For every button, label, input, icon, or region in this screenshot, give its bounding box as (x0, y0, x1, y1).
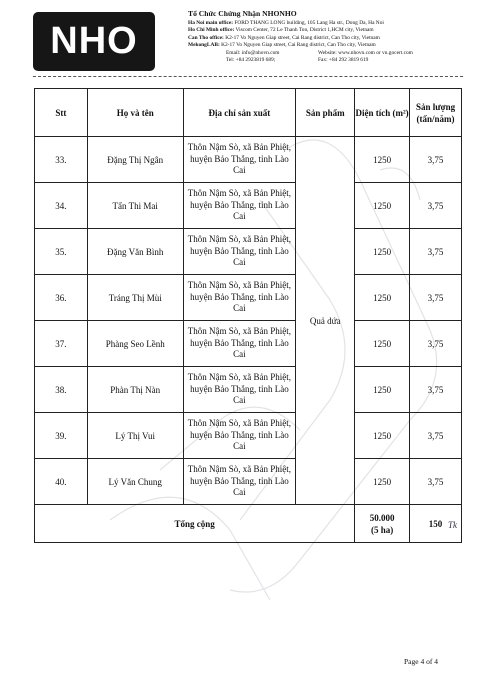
header-name: Họ và tên (87, 89, 183, 137)
total-row (35, 505, 462, 543)
total-label: Tổng cộng (35, 505, 355, 543)
office-address: K2-17 Vo Nguyen Giap street, Cai Rang district, Can Tho city, Vietnam (223, 34, 380, 41)
cell-yield: 3,75 (410, 229, 462, 275)
cell-stt: 38. (35, 367, 88, 413)
header-divider (33, 76, 463, 77)
table-row (35, 321, 462, 367)
cell-area: 1250 (355, 183, 410, 229)
cell-yield: 3,75 (410, 275, 462, 321)
org-name: Tổ Chức Chứng Nhận NHONHO (188, 9, 297, 18)
cell-name: Phàn Thị Nàn (87, 367, 183, 413)
header-yield: Sản lượng (tấn/năm) (410, 89, 462, 137)
table-row (35, 137, 462, 183)
cell-yield: 3,75 (410, 459, 462, 505)
cell-yield: 3,75 (410, 321, 462, 367)
cell-name: Đặng Thị Ngân (87, 137, 183, 183)
nho-logo (33, 12, 155, 71)
cell-yield: 3,75 (410, 183, 462, 229)
cell-stt: 35. (35, 229, 88, 275)
office-line (188, 35, 473, 42)
total-area-value: 50.000 (369, 512, 395, 523)
office-address: K2-17 Vo Nguyen Giap street, Cai Rang district, Can Tho city, Vietnam (219, 42, 376, 49)
contact-line (188, 50, 473, 57)
table-row (35, 229, 462, 275)
org-header (188, 9, 473, 64)
tel-text: Tel: +84 2923819 689; (226, 57, 276, 64)
fax-text: Fax: +84 292 3819 619 (318, 57, 369, 64)
cell-area: 1250 (355, 275, 410, 321)
header-stt: Stt (35, 89, 88, 137)
cell-yield: 3,75 (410, 413, 462, 459)
cell-address: Thôn Nậm Sò, xã Bản Phiệt, huyện Bảo Thắng, tỉnh Lào Cai (183, 413, 296, 459)
total-yield: 150 (410, 505, 462, 543)
table-row (35, 367, 462, 413)
page-number: Page 4 of 4 (404, 657, 438, 666)
cell-stt: 39. (35, 413, 88, 459)
cell-address: Thôn Nậm Sò, xã Bản Phiệt, huyện Bảo Thắng, tỉnh Lào Cai (183, 459, 296, 505)
cell-name: Tráng Thị Mùi (87, 275, 183, 321)
contact-line (188, 57, 473, 64)
cell-area: 1250 (355, 413, 410, 459)
cell-name: Lý Văn Chung (87, 459, 183, 505)
total-area-ha: (5 ha) (370, 524, 394, 535)
table-row (35, 413, 462, 459)
cell-stt: 40. (35, 459, 88, 505)
office-label: Can Tho office: (188, 34, 224, 41)
cell-address: Thôn Nậm Sò, xã Bản Phiệt, huyện Bảo Thắng, tỉnh Lào Cai (183, 183, 296, 229)
office-address: Viscom Center, 72 Le Thanh Ton, District 1,HCM city, Vietnam (234, 27, 374, 34)
cell-area: 1250 (355, 367, 410, 413)
table-row (35, 275, 462, 321)
cell-yield: 3,75 (410, 137, 462, 183)
cell-address: Thôn Nậm Sò, xã Bản Phiệt, huyện Bảo Thắng, tỉnh Lào Cai (183, 367, 296, 413)
cell-stt: 33. (35, 137, 88, 183)
cell-area: 1250 (355, 459, 410, 505)
cell-product: Quả dứa (296, 137, 355, 505)
header-area: Diện tích (m²) (355, 89, 410, 137)
producer-table (34, 88, 462, 543)
header-address: Địa chỉ sản xuất (183, 89, 296, 137)
cell-name: Đặng Văn Bình (87, 229, 183, 275)
cell-stt: 36. (35, 275, 88, 321)
cell-address: Thôn Nậm Sò, xã Bản Phiệt, huyện Bảo Thắng, tỉnh Lào Cai (183, 229, 296, 275)
header-product: Sản phẩm (296, 89, 355, 137)
email-link[interactable]: Email: info@nhovn.com (226, 49, 280, 56)
cell-address: Thôn Nậm Sò, xã Bản Phiệt, huyện Bảo Thắng, tỉnh Lào Cai (183, 137, 296, 183)
signature-initial: Tk (448, 520, 457, 530)
cell-area: 1250 (355, 321, 410, 367)
office-label: MekongLAB: (188, 42, 220, 49)
office-label: Ho Chi Minh office: (188, 27, 235, 34)
office-line (188, 27, 473, 34)
cell-name: Phàng Seo Lềnh (87, 321, 183, 367)
cell-stt: 34. (35, 183, 88, 229)
cell-address: Thôn Nậm Sò, xã Bản Phiệt, huyện Bảo Thắng, tỉnh Lào Cai (183, 321, 296, 367)
office-line (188, 20, 473, 27)
office-label: Ha Noi main office: (188, 20, 234, 26)
cell-address: Thôn Nậm Sò, xã Bản Phiệt, huyện Bảo Thắng, tỉnh Lào Cai (183, 275, 296, 321)
cell-name: Tẩn Thi Mai (87, 183, 183, 229)
website-link[interactable]: Website: www.nhovn.com or vn.gocert.com (318, 49, 413, 56)
table-row (35, 459, 462, 505)
cell-name: Lý Thị Vui (87, 413, 183, 459)
logo-text: NHO (50, 20, 138, 62)
cell-stt: 37. (35, 321, 88, 367)
table-row (35, 183, 462, 229)
office-line (188, 42, 473, 49)
cell-area: 1250 (355, 137, 410, 183)
cell-area: 1250 (355, 229, 410, 275)
table-header-row (35, 89, 462, 137)
office-address: FORD THANG LONG building, 105 Lang Ha str., Dong Da, Ha Noi (233, 20, 384, 26)
total-area (355, 505, 410, 543)
cell-yield: 3,75 (410, 367, 462, 413)
